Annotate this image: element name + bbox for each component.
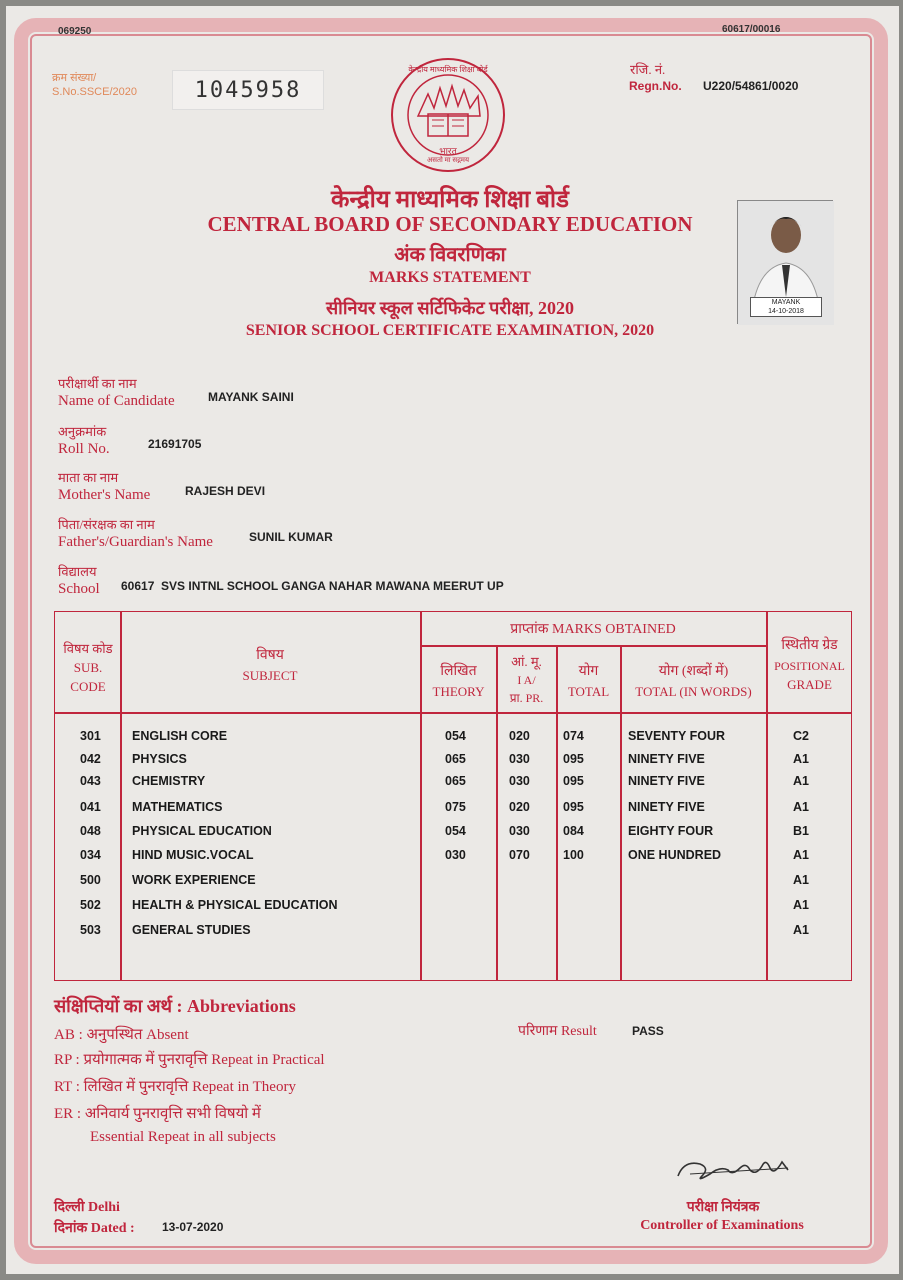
marks-obtained-header: प्राप्तांक MARKS OBTAINED bbox=[510, 622, 676, 637]
cell-total: 095 bbox=[563, 774, 584, 788]
col-divider bbox=[120, 611, 122, 981]
cell-total: 074 bbox=[563, 729, 584, 743]
cell-grade: A1 bbox=[793, 800, 809, 814]
roll-number: 21691705 bbox=[148, 437, 202, 451]
candidate-name: MAYANK SAINI bbox=[208, 390, 294, 404]
cell-theory: 075 bbox=[445, 800, 466, 814]
serial-label-en: S.No.SSCE/2020 bbox=[52, 86, 137, 98]
statement-title-hi: अंक विवरणिका bbox=[394, 244, 506, 266]
cell-ia: 020 bbox=[509, 729, 530, 743]
header-divider bbox=[54, 712, 852, 714]
exam-title-en: SENIOR SCHOOL CERTIFICATE EXAMINATION, 2020 bbox=[245, 322, 655, 339]
issue-date: 13-07-2020 bbox=[162, 1220, 224, 1234]
cell-subject: PHYSICS bbox=[132, 752, 187, 766]
candidate-photo bbox=[737, 200, 833, 324]
col-header-subject-en: SUBJECT bbox=[242, 668, 298, 683]
roll-label-hi: अनुक्रमांक bbox=[58, 424, 107, 439]
mother-label-en: Mother's Name bbox=[58, 487, 151, 503]
controller-title-hi: परीक्षा नियंत्रक bbox=[686, 1200, 760, 1215]
father-label-hi: पिता/संरक्षक का नाम bbox=[58, 517, 155, 532]
cell-grade: C2 bbox=[793, 729, 809, 743]
cell-words: NINETY FIVE bbox=[628, 774, 705, 788]
cell-ia: 030 bbox=[509, 752, 530, 766]
cell-ia: 030 bbox=[509, 774, 530, 788]
photo-caption-date: 14-10-2018 bbox=[768, 308, 804, 315]
cell-grade: A1 bbox=[793, 873, 809, 887]
serial-label-hi: क्रम संख्या/ bbox=[52, 72, 97, 84]
top-right-number: 60617/00016 bbox=[722, 24, 781, 35]
cell-total: 084 bbox=[563, 824, 584, 838]
roll-label-en: Roll No. bbox=[58, 441, 110, 457]
col-header-code-en1: SUB. bbox=[73, 660, 103, 675]
abbr-er: ER : अनिवार्य पुनरावृत्ति सभी विषयो में bbox=[54, 1106, 261, 1122]
serial-number: 1045958 bbox=[172, 70, 324, 110]
cell-subject: MATHEMATICS bbox=[132, 800, 223, 814]
abbr-rt: RT : लिखित में पुनरावृत्ति Repeat in Theory bbox=[54, 1079, 296, 1095]
cell-ia: 030 bbox=[509, 824, 530, 838]
cell-code: 043 bbox=[80, 774, 101, 788]
regn-number: U220/54861/0020 bbox=[703, 79, 799, 93]
regn-label-en: Regn.No. bbox=[629, 79, 682, 93]
name-label-hi: परीक्षार्थी का नाम bbox=[58, 376, 137, 391]
cell-total: 095 bbox=[563, 752, 584, 766]
cell-ia: 070 bbox=[509, 848, 530, 862]
cell-code: 301 bbox=[80, 729, 101, 743]
result-label: परिणाम Result bbox=[518, 1024, 597, 1039]
school-label-hi: विद्यालय bbox=[58, 564, 97, 579]
cell-code: 042 bbox=[80, 752, 101, 766]
photo-caption-name: MAYANK bbox=[771, 299, 801, 306]
cell-code: 500 bbox=[80, 873, 101, 887]
col-header-grade-hi: स्थितीय ग्रेड bbox=[781, 638, 838, 653]
abbr-er-en: Essential Repeat in all subjects bbox=[90, 1129, 276, 1145]
col-header-ia-en: I A/ bbox=[517, 673, 536, 687]
cell-theory: 054 bbox=[445, 729, 466, 743]
col-header-pr: प्रा. PR. bbox=[509, 691, 544, 705]
col-header-theory-en: THEORY bbox=[432, 684, 485, 699]
cell-code: 502 bbox=[80, 898, 101, 912]
col-header-total-en: TOTAL bbox=[567, 684, 610, 699]
father-name: SUNIL KUMAR bbox=[249, 530, 333, 544]
cell-grade: A1 bbox=[793, 898, 809, 912]
row-divider bbox=[420, 645, 766, 647]
emblem-text-top: केन्द्रीय माध्यमिक शिक्षा बोर्ड bbox=[408, 65, 488, 74]
dated-label: दिनांक Dated : bbox=[54, 1221, 135, 1236]
cell-words: EIGHTY FOUR bbox=[628, 824, 714, 838]
abbr-rp: RP : प्रयोगात्मक में पुनरावृत्ति Repeat in Practical bbox=[54, 1052, 325, 1068]
col-header-words-hi: योग (शब्दों में) bbox=[658, 664, 729, 679]
name-label-en: Name of Candidate bbox=[58, 393, 175, 409]
top-left-number: 069250 bbox=[58, 26, 92, 37]
controller-signature bbox=[670, 1140, 800, 1190]
col-header-code-en2: CODE bbox=[70, 679, 106, 694]
school-name: 60617 SVS INTNL SCHOOL GANGA NAHAR MAWANA MEERUT UP bbox=[121, 579, 504, 593]
cell-theory: 065 bbox=[445, 752, 466, 766]
mother-name: RAJESH DEVI bbox=[185, 484, 266, 498]
abbr-ab: AB : अनुपस्थित Absent bbox=[54, 1027, 189, 1043]
col-header-code-hi: विषय कोड bbox=[63, 641, 113, 656]
mother-label-hi: माता का नाम bbox=[58, 470, 119, 485]
col-header-total-hi: योग bbox=[578, 664, 599, 679]
cell-words: ONE HUNDRED bbox=[628, 848, 722, 862]
cell-subject: HIND MUSIC.VOCAL bbox=[132, 848, 254, 862]
col-header-words-en: TOTAL (IN WORDS) bbox=[635, 684, 752, 699]
col-header-ia-hi: आं. मू. bbox=[511, 654, 542, 669]
result-value: PASS bbox=[632, 1024, 664, 1038]
place: दिल्ली Delhi bbox=[54, 1200, 120, 1215]
cell-code: 041 bbox=[80, 800, 101, 814]
cell-words: NINETY FIVE bbox=[628, 752, 705, 766]
col-header-subject-hi: विषय bbox=[256, 648, 284, 663]
cell-code: 034 bbox=[80, 848, 101, 862]
cell-ia: 020 bbox=[509, 800, 530, 814]
cell-total: 100 bbox=[563, 848, 584, 862]
cell-theory: 030 bbox=[445, 848, 466, 862]
emblem-text-mid: भारत bbox=[439, 146, 457, 156]
cell-words: SEVENTY FOUR bbox=[628, 729, 726, 743]
board-title-hi: केन्द्रीय माध्यमिक शिक्षा बोर्ड bbox=[331, 187, 569, 213]
statement-title-en: MARKS STATEMENT bbox=[369, 269, 531, 286]
father-label-en: Father's/Guardian's Name bbox=[58, 534, 213, 550]
cell-grade: A1 bbox=[793, 848, 809, 862]
cell-code: 503 bbox=[80, 923, 101, 937]
cell-subject: HEALTH & PHYSICAL EDUCATION bbox=[132, 898, 338, 912]
cell-subject: CHEMISTRY bbox=[132, 774, 206, 788]
cell-grade: B1 bbox=[793, 824, 809, 838]
cell-theory: 054 bbox=[445, 824, 466, 838]
cell-grade: A1 bbox=[793, 774, 809, 788]
cell-grade: A1 bbox=[793, 752, 809, 766]
col-header-grade-en1: POSITIONAL bbox=[774, 659, 845, 673]
regn-label-hi: रजि. नं. bbox=[630, 62, 666, 77]
cell-grade: A1 bbox=[793, 923, 809, 937]
cell-subject: GENERAL STUDIES bbox=[132, 923, 251, 937]
cell-subject: PHYSICAL EDUCATION bbox=[132, 824, 272, 838]
cell-total: 095 bbox=[563, 800, 584, 814]
cell-theory: 065 bbox=[445, 774, 466, 788]
emblem-text-bottom: असतो मा सद्गमय bbox=[426, 156, 470, 164]
col-header-grade-en2: GRADE bbox=[787, 677, 832, 692]
school-label-en: School bbox=[58, 581, 100, 597]
cell-subject: ENGLISH CORE bbox=[132, 729, 228, 743]
exam-title-hi: सीनियर स्कूल सर्टिफिकेट परीक्षा, 2020 bbox=[326, 298, 574, 318]
controller-title-en: Controller of Examinations bbox=[640, 1218, 804, 1233]
cell-code: 048 bbox=[80, 824, 101, 838]
cell-words: NINETY FIVE bbox=[628, 800, 705, 814]
abbreviations-heading: संक्षिप्तियों का अर्थ : Abbreviations bbox=[54, 996, 296, 1016]
col-header-theory-hi: लिखित bbox=[440, 664, 477, 679]
board-title-en: CENTRAL BOARD OF SECONDARY EDUCATION bbox=[207, 212, 693, 236]
cell-subject: WORK EXPERIENCE bbox=[132, 873, 256, 887]
